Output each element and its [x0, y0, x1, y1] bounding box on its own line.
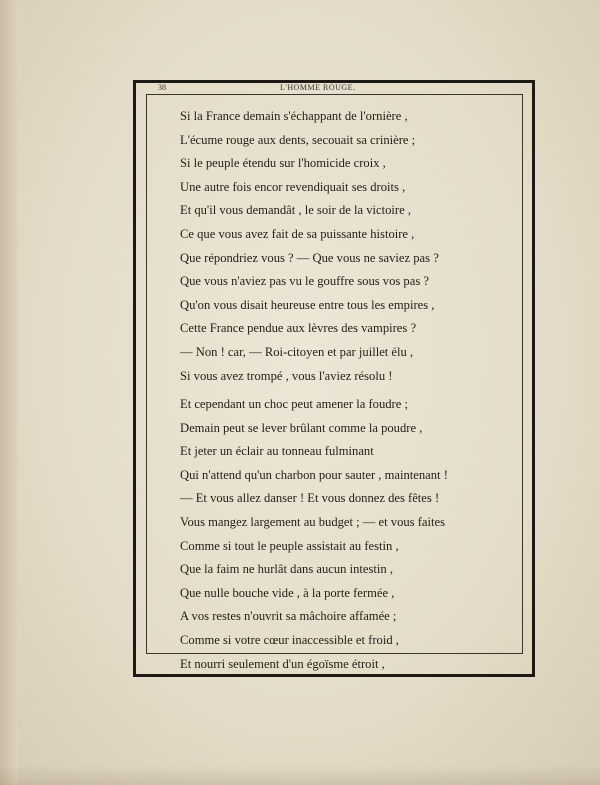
verse-line: Et qu'il vous demandât , le soir de la victoire , [180, 203, 411, 218]
verse-line: A vos restes n'ouvrit sa mâchoire affamée ; [180, 609, 397, 624]
verse-line: Et jeter un éclair au tonneau fulminant [180, 444, 374, 459]
verse-line: — Et vous allez danser ! Et vous donnez des fêtes ! [180, 491, 440, 506]
verse-line: Que nulle bouche vide , à la porte fermée , [180, 585, 395, 600]
verse-line: Si le peuple étendu sur l'homicide croix , [180, 156, 386, 171]
verse-line: Cette France pendue aux lèvres des vampires ? [180, 321, 417, 336]
verse-line: Que la faim ne hurlât dans aucun intestin , [180, 562, 393, 577]
verse-line: Qu'on vous disait heureuse entre tous les empires , [180, 297, 435, 312]
verse-line: Que répondriez vous ? — Que vous ne saviez pas ? [180, 250, 439, 265]
verse-line: Une autre fois encor revendiquait ses droits , [180, 179, 406, 194]
running-title: L'HOMME ROUGE. [280, 83, 356, 92]
verse-line: Si la France demain s'échappant de l'ornière , [180, 109, 408, 123]
verse-line: L'écume rouge aux dents, secouait sa crinière ; [180, 132, 416, 147]
verse-line: Comme si tout le peuple assistait au festin , [180, 538, 399, 553]
verse-line: — Non ! car, — Roi-citoyen et par juillet élu , [180, 344, 414, 359]
verse-line: Et cependant un choc peut amener la foudre ; [180, 397, 408, 411]
page-number: 38 [158, 83, 166, 92]
stanza-1 [180, 105, 439, 388]
verse-line: Vous mangez largement au budget ; — et vous faites [180, 514, 445, 529]
verse-line: Si vous avez trompé , vous l'aviez résolu ! [180, 368, 393, 383]
verse-line: Qui n'attend qu'un charbon pour sauter , maintenant ! [180, 467, 448, 482]
page-gutter [0, 0, 18, 785]
verse-line: Que vous n'aviez pas vu le gouffre sous vos pas ? [180, 274, 429, 289]
stanza-2 [180, 393, 448, 676]
verse-line: Demain peut se lever brûlant comme la poudre , [180, 420, 423, 435]
verse-line: Ce que vous avez fait de sa puissante histoire , [180, 226, 415, 241]
verse-line: Et nourri seulement d'un égoïsme étroit , [180, 656, 385, 671]
verse-line: Comme si votre cœur inaccessible et froid , [180, 632, 399, 647]
page-bottom-shadow [0, 765, 600, 785]
